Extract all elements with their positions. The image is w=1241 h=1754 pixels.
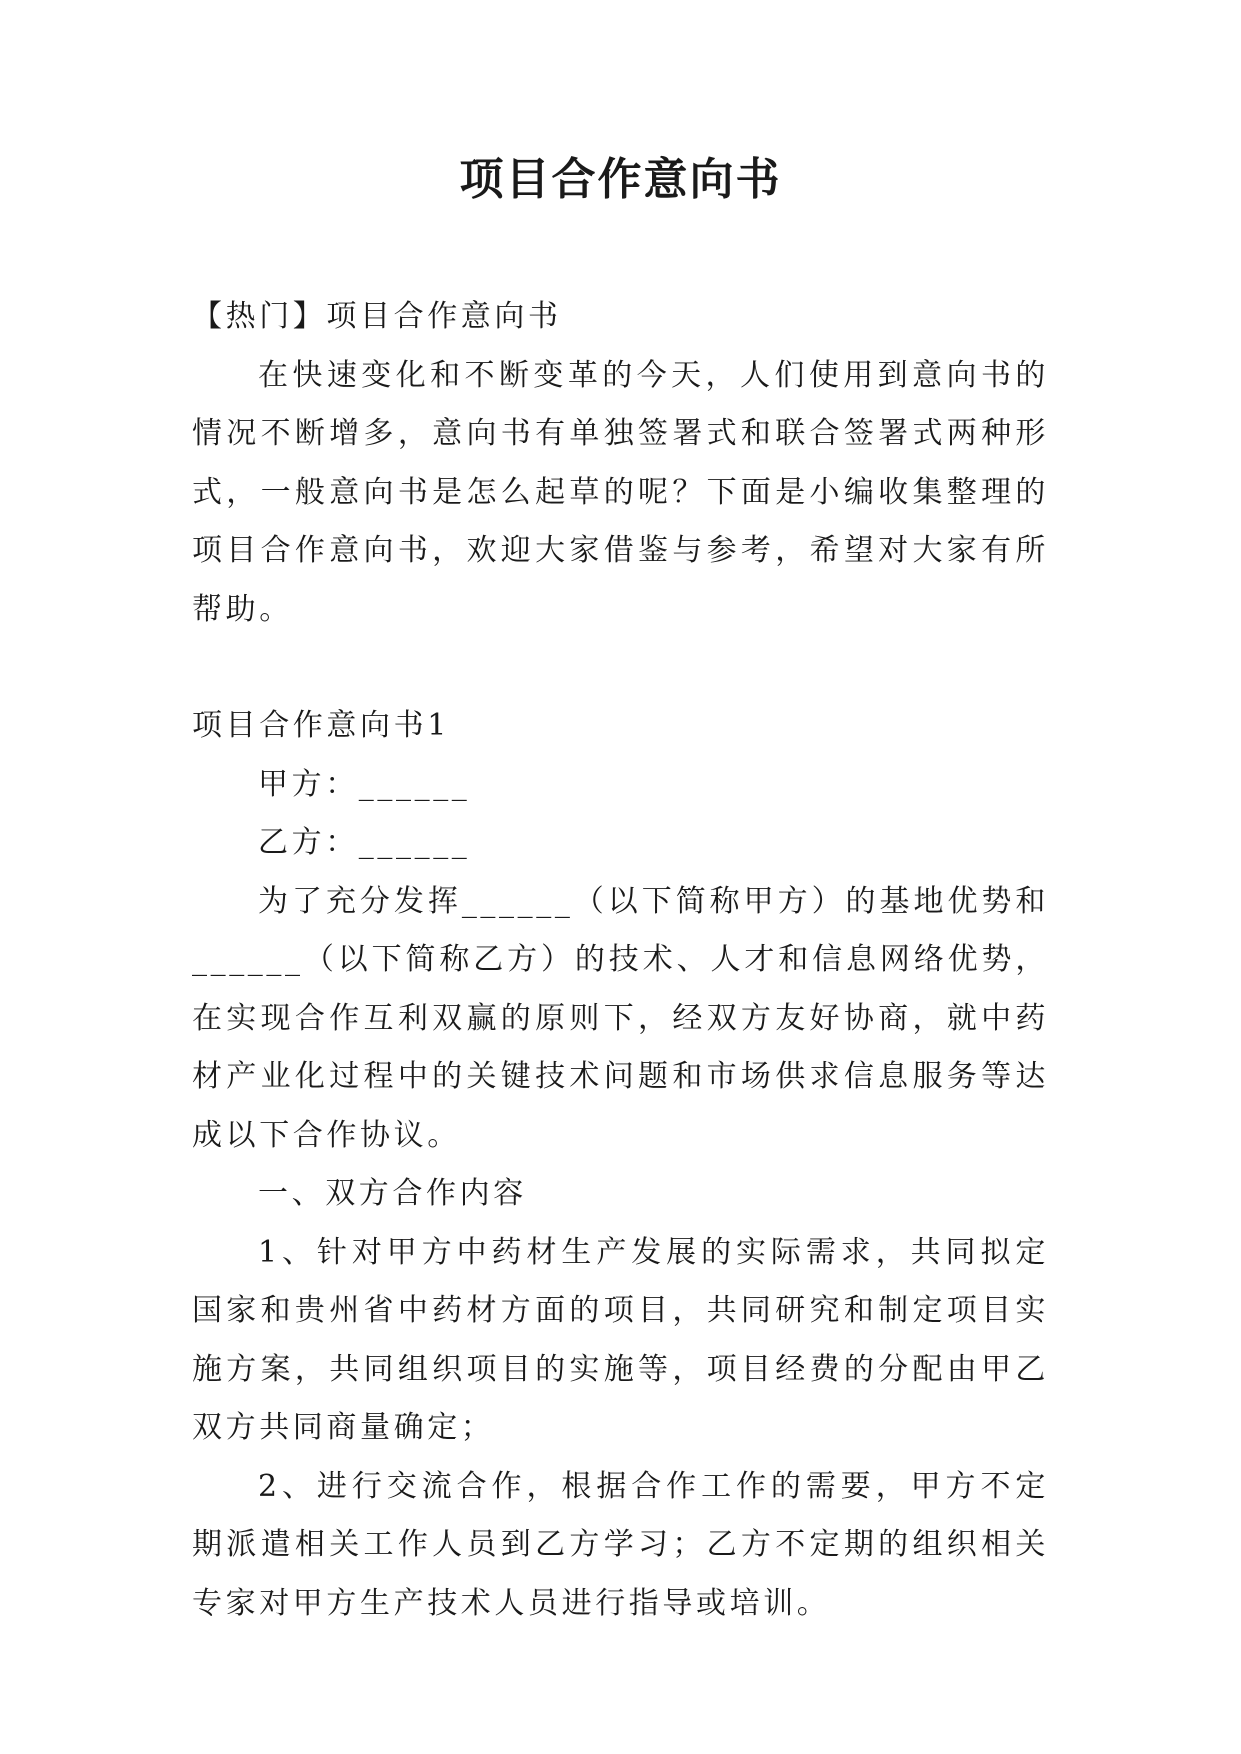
clause-2: 2、进行交流合作，根据合作工作的需要，甲方不定期派遣相关工作人员到乙方学习；乙方不定期的组织相关专家对甲方生产技术人员进行指导或培训。	[192, 1468, 1049, 1621]
document-body	[192, 288, 1049, 1633]
section-spacer	[192, 639, 1049, 697]
clause-1: 1、针对甲方中药材生产发展的实际需求，共同拟定国家和贵州省中药材方面的项目，共同研究和制定项目实施方案，共同组织项目的实施等，项目经费的分配由甲乙双方共同商量确定；	[192, 1234, 1049, 1445]
heading-cooperation-content: 一、双方合作内容	[258, 1176, 527, 1211]
party-a-line: 甲方：______	[258, 766, 471, 802]
section-title: 项目合作意向书1	[192, 708, 450, 743]
party-b-line: 乙方：______	[258, 825, 471, 860]
preamble-paragraph: 为了充分发挥______（以下简称甲方）的基地优势和______（以下简称乙方）的技术、人才和信息网络优势，在实现合作互利双赢的原则下，经双方友好协商，就中药材产业化过程中的关键技术问题和市场供求信息服务等达成以下合作协议。	[192, 883, 1049, 1153]
intro-heading: 【热门】项目合作意向书	[192, 299, 562, 334]
intro-paragraph: 在快速变化和不断变革的今天，人们使用到意向书的情况不断增多，意向书有单独签署式和联合签署式两种形式，一般意向书是怎么起草的呢？下面是小编收集整理的项目合作意向书，欢迎大家借鉴与参考，希望对大家有所帮助。	[192, 357, 1049, 627]
document-title: 项目合作意向书	[459, 154, 782, 205]
